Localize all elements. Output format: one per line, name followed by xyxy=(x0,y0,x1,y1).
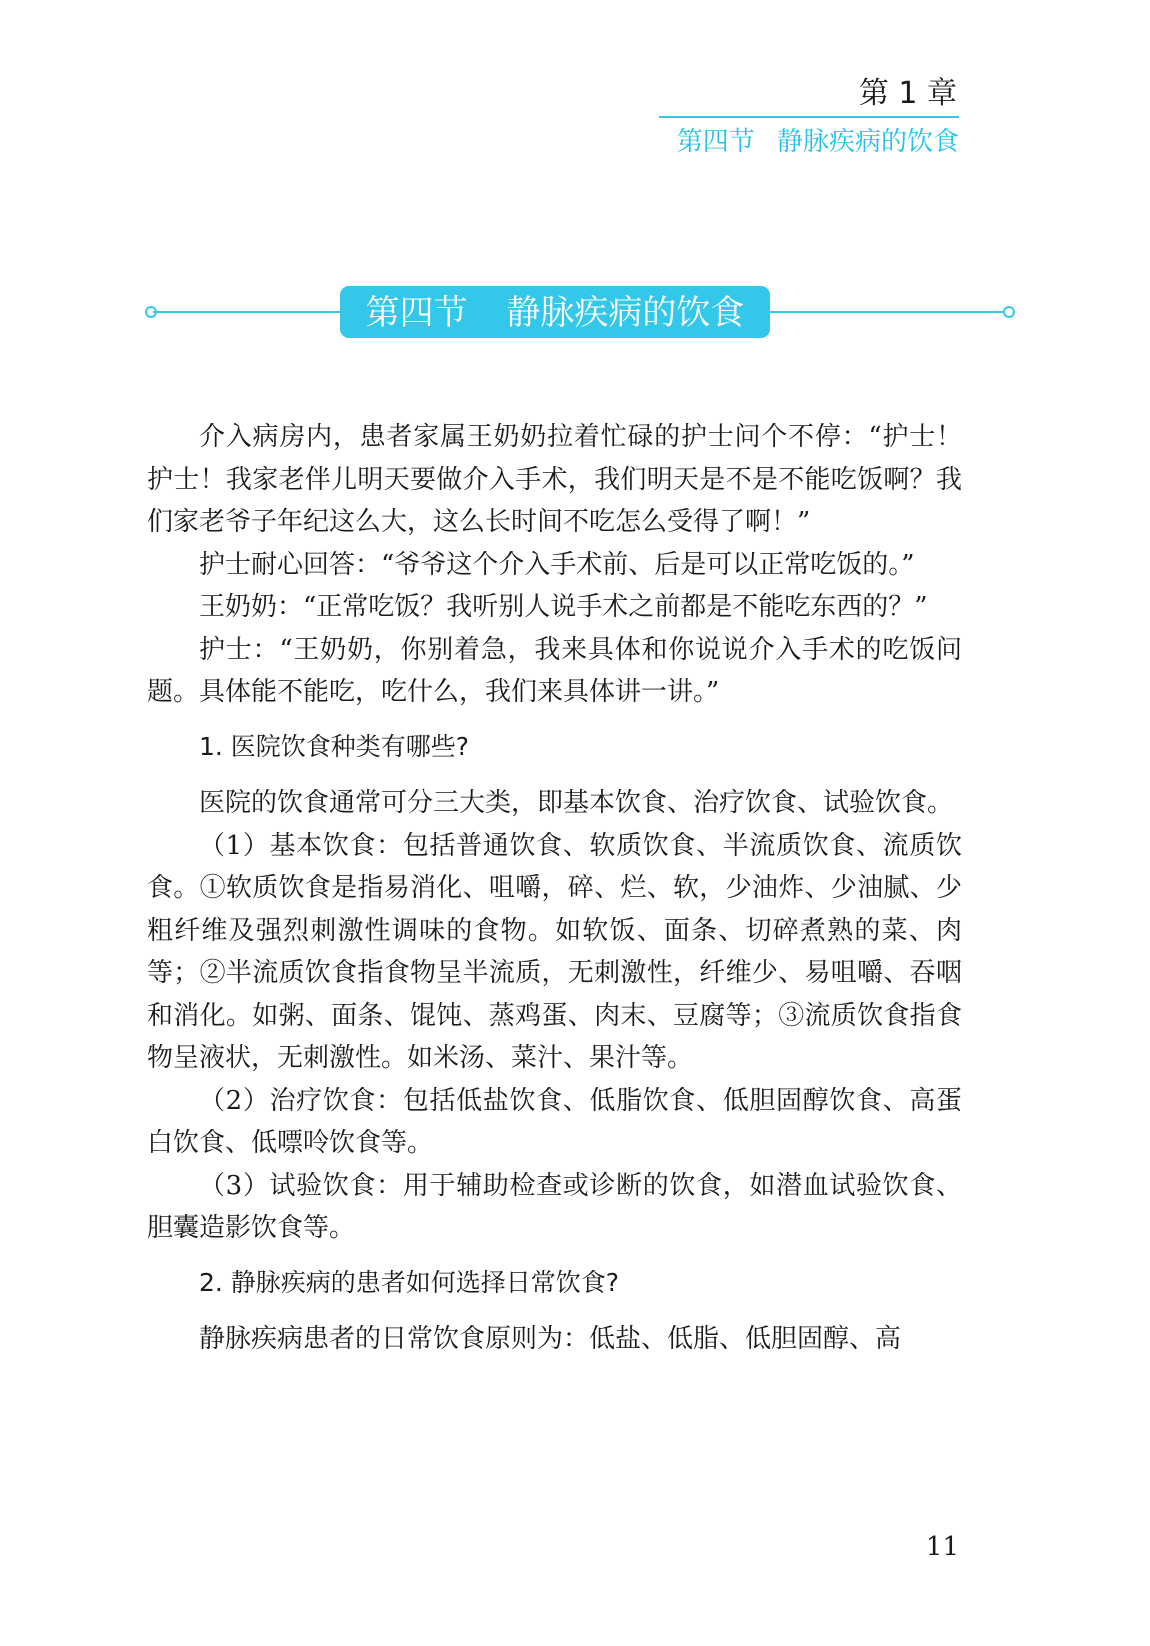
body-paragraph: （2）治疗饮食：包括低盐饮食、低脂饮食、低胆固醇饮食、高蛋白饮食、低嘌呤饮食等。 xyxy=(147,1085,962,1158)
body-paragraph: （3）试验饮食：用于辅助检查或诊断的饮食，如潜血试验饮食、胆囊造影饮食等。 xyxy=(147,1170,962,1243)
body-paragraph: 静脉疾病患者的日常饮食原则为：低盐、低脂、低胆固醇、高 xyxy=(199,1324,902,1354)
question-heading-1: 1. 医院饮食种类有哪些? xyxy=(199,731,470,761)
dialogue-paragraph: 王奶奶：“正常吃饭？我听别人说手术之前都是不能吃东西的？” xyxy=(199,592,928,622)
running-header xyxy=(659,74,959,162)
section-title: 第四节 静脉疾病的饮食 xyxy=(340,286,770,338)
section-title-banner xyxy=(145,286,1015,338)
page-number: 11 xyxy=(925,1532,959,1562)
section-reference: 第四节 静脉疾病的饮食 xyxy=(676,127,959,157)
banner-right-dot xyxy=(1003,306,1015,318)
dialogue-paragraph: 介入病房内，患者家属王奶奶拉着忙碌的护士问个不停：“护士！护士！我家老伴儿明天要做介入手术，我们明天是不是不能吃饭啊？我们家老爷子年纪这么大，这么长时间不吃怎么受得了啊！” xyxy=(147,422,962,537)
dialogue-paragraph: 护士耐心回答：“爷爷这个介入手术前、后是可以正常吃饭的。” xyxy=(199,549,915,580)
body-paragraph: 医院的饮食通常可分三大类，即基本饮食、治疗饮食、试验饮食。 xyxy=(199,788,954,818)
banner-left-line xyxy=(153,311,343,313)
body-text xyxy=(147,416,962,1361)
dialogue-paragraph: 护士：“王奶奶，你别着急，我来具体和你说说介入手术的吃饭问题。具体能不能吃，吃什么，我们来具体讲一讲。” xyxy=(147,634,962,707)
banner-right-line xyxy=(769,311,1007,313)
question-heading-2: 2. 静脉疾病的患者如何选择日常饮食? xyxy=(199,1267,620,1297)
body-paragraph: （1）基本饮食：包括普通饮食、软质饮食、半流质饮食、流质饮食。①软质饮食是指易消化、咀嚼，碎、烂、软，少油炸、少油腻、少粗纤维及强烈刺激性调味的食物。如软饭、面条、切碎煮熟的菜、肉等；②半流质饮食指食物呈半流质，无刺激性，纤维少、易咀嚼、吞咽和消化。如粥、面条、馄饨、蒸鸡蛋、肉末、豆腐等；③流质饮食指食物呈液状，无刺激性。如米汤、菜汁、果汁等。 xyxy=(147,830,962,1073)
header-rule xyxy=(659,116,959,118)
chapter-label: 第 1 章 xyxy=(858,76,957,111)
